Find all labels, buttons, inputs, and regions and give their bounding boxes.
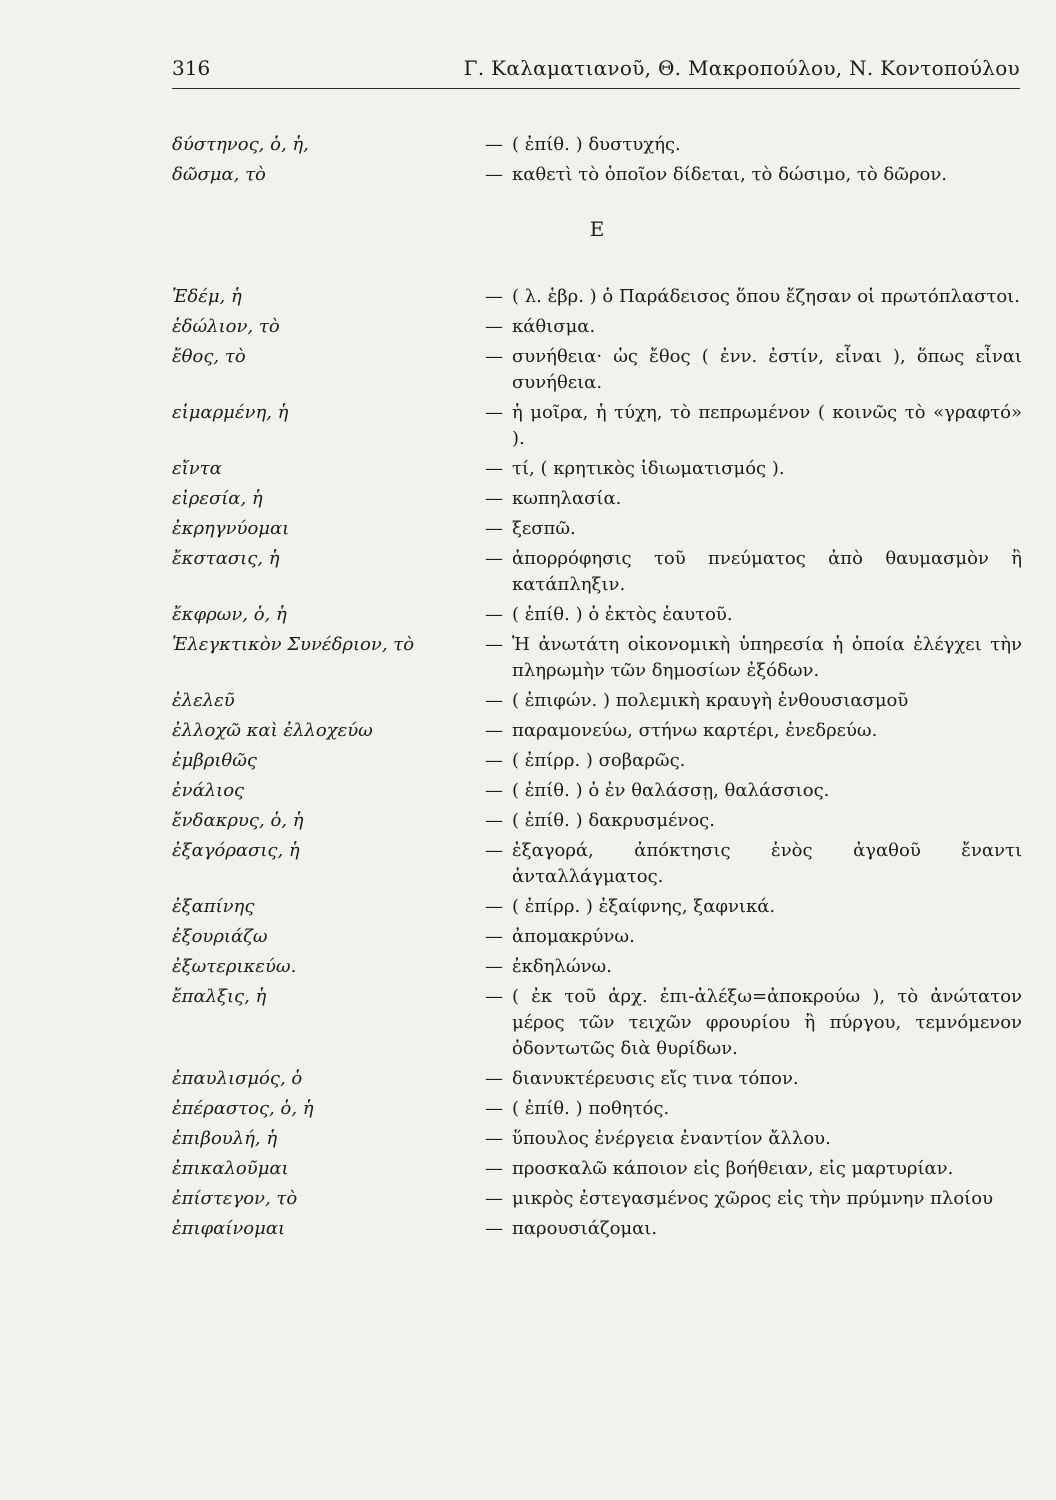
entry-definition: ( ἐπίθ. ) ὁ ἐν θαλάσσῃ, θαλάσσιος. bbox=[512, 780, 830, 801]
running-head: Γ. Καλαματιανοῦ, Θ. Μακροπούλου, Ν. Κοντοπούλου bbox=[463, 56, 1020, 80]
glossary-entry bbox=[172, 688, 1022, 714]
entry-term: ἔκφρων, ὁ, ἡ bbox=[172, 604, 287, 625]
entry-term: ἔκστασις, ἡ bbox=[172, 548, 280, 569]
glossary-entry bbox=[172, 1096, 1022, 1122]
glossary-entry bbox=[172, 456, 1022, 482]
entry-term: ἐπιβουλή, ἡ bbox=[172, 1128, 278, 1149]
entry-definition: παραμονεύω, στήνω καρτέρι, ἐνεδρεύω. bbox=[512, 720, 878, 741]
entry-term: εἰρεσία, ἡ bbox=[172, 488, 263, 509]
entry-term: ἑδώλιον, τὸ bbox=[172, 316, 280, 337]
entry-term: ἐλλοχῶ καὶ ἐλλοχεύω bbox=[172, 720, 373, 741]
entry-definition: ξεσπῶ. bbox=[512, 518, 576, 539]
page-header bbox=[172, 52, 1020, 89]
entry-definition: ἡ μοῖρα, ἡ τύχη, τὸ πεπρωμένον ( κοινῶς τὸ «γραφτό» ). bbox=[512, 402, 1022, 449]
entry-definition: ( ἐπίρρ. ) σοβαρῶς. bbox=[512, 750, 686, 771]
glossary-entry bbox=[172, 894, 1022, 920]
glossary-entry bbox=[172, 748, 1022, 774]
entry-dash: — bbox=[485, 810, 503, 831]
glossary-entry bbox=[172, 546, 1022, 598]
entry-definition: ἀπομακρύνω. bbox=[512, 926, 635, 947]
entry-dash: — bbox=[485, 286, 503, 307]
entry-dash: — bbox=[485, 458, 503, 479]
entry-term: ἐξαπίνης bbox=[172, 896, 255, 917]
entry-term: ἔπαλξις, ἡ bbox=[172, 986, 267, 1007]
entry-definition: κάθισμα. bbox=[512, 316, 596, 337]
entry-definition: κωπηλασία. bbox=[512, 488, 622, 509]
entry-dash: — bbox=[485, 720, 503, 741]
glossary-entry bbox=[172, 984, 1022, 1062]
entry-definition: ( ἐκ τοῦ ἀρχ. ἐπι-ἀλέξω=ἀποκρούω ), τὸ ἀνώτατον μέρος τῶν τειχῶν φρουρίου ἢ πύργου, τεμνόμενον ὀδοντωτῶς διὰ θυρίδων. bbox=[512, 986, 1022, 1059]
entry-dash: — bbox=[485, 750, 503, 771]
entry-definition: μικρὸς ἐστεγασμένος χῶρος εἰς τὴν πρύμνην πλοίου bbox=[512, 1188, 994, 1209]
entry-definition: παρουσιάζομαι. bbox=[512, 1218, 658, 1239]
entry-term: ἐξουριάζω bbox=[172, 926, 268, 947]
entry-term: ἐξωτερικεύω. bbox=[172, 956, 297, 977]
entry-dash: — bbox=[485, 488, 503, 509]
entry-definition: ( ἐπίθ. ) δυστυχής. bbox=[512, 134, 681, 155]
entry-term: ἐπαυλισμός, ὁ bbox=[172, 1068, 303, 1089]
entry-term: ἐξαγόρασις, ἡ bbox=[172, 840, 300, 861]
entry-dash: — bbox=[485, 780, 503, 801]
entry-dash: — bbox=[485, 1068, 503, 1089]
entry-definition: ἐκδηλώνω. bbox=[512, 956, 612, 977]
entry-dash: — bbox=[485, 1218, 503, 1239]
entry-dash: — bbox=[485, 548, 503, 569]
entry-dash: — bbox=[485, 402, 503, 423]
entry-definition: ( ἐπίθ. ) ὁ ἐκτὸς ἑαυτοῦ. bbox=[512, 604, 733, 625]
entry-dash: — bbox=[485, 604, 503, 625]
entry-term: ἐνάλιος bbox=[172, 780, 245, 801]
glossary-entry bbox=[172, 808, 1022, 834]
glossary-entry bbox=[172, 778, 1022, 804]
glossary-entry bbox=[172, 400, 1022, 452]
entry-term: ἔθος, τὸ bbox=[172, 346, 246, 367]
entry-term: δῶσμα, τὸ bbox=[172, 164, 266, 185]
entry-term: ἐπίστεγον, τὸ bbox=[172, 1188, 298, 1209]
entry-term: Ἐλεγκτικὸν Συνέδριον, τὸ bbox=[172, 634, 415, 655]
entry-dash: — bbox=[485, 134, 503, 155]
entry-definition: ὕπουλος ἐνέργεια ἐναντίον ἄλλου. bbox=[512, 1128, 831, 1149]
entry-dash: — bbox=[485, 926, 503, 947]
entry-dash: — bbox=[485, 518, 503, 539]
entry-dash: — bbox=[485, 346, 503, 367]
entry-dash: — bbox=[485, 1188, 503, 1209]
entry-definition: ( λ. ἑβρ. ) ὁ Παράδεισος ὅπου ἔζησαν οἱ πρωτόπλαστοι. bbox=[512, 286, 1020, 307]
glossary-entry bbox=[172, 344, 1022, 396]
glossary-entry bbox=[172, 1126, 1022, 1152]
entry-definition: προσκαλῶ κάποιον εἰς βοήθειαν, εἰς μαρτυρίαν. bbox=[512, 1158, 954, 1179]
entry-definition: τί, ( κρητικὸς ἰδιωματισμός ). bbox=[512, 458, 785, 479]
glossary-entry bbox=[172, 314, 1022, 340]
entry-definition: ( ἐπιφών. ) πολεμικὴ κραυγὴ ἐνθουσιασμοῦ bbox=[512, 690, 909, 711]
glossary-entry bbox=[172, 1066, 1022, 1092]
glossary-entry bbox=[172, 954, 1022, 980]
entry-definition: ἐξαγορά, ἀπόκτησις ἑνὸς ἀγαθοῦ ἔναντι ἀνταλλάγματος. bbox=[512, 840, 1022, 887]
entry-definition: διανυκτέρευσις εἴς τινα τόπον. bbox=[512, 1068, 799, 1089]
entry-dash: — bbox=[485, 1128, 503, 1149]
glossary-entry bbox=[172, 1216, 1022, 1242]
entry-definition: ( ἐπίθ. ) δακρυσμένος. bbox=[512, 810, 715, 831]
glossary-entry bbox=[172, 486, 1022, 512]
entry-dash: — bbox=[485, 164, 503, 185]
entry-definition: ( ἐπίρρ. ) ἐξαίφνης, ξαφνικά. bbox=[512, 896, 776, 917]
glossary-entries bbox=[172, 132, 1022, 1246]
entry-definition: καθετὶ τὸ ὁποῖον δίδεται, τὸ δώσιμο, τὸ δῶρον. bbox=[512, 164, 948, 185]
glossary-entry bbox=[172, 924, 1022, 950]
glossary-entry bbox=[172, 1156, 1022, 1182]
glossary-entry bbox=[172, 516, 1022, 542]
entry-dash: — bbox=[485, 840, 503, 861]
entry-dash: — bbox=[485, 956, 503, 977]
entry-term: ἐπέραστος, ὁ, ἡ bbox=[172, 1098, 314, 1119]
entry-dash: — bbox=[485, 1158, 503, 1179]
glossary-entry bbox=[172, 284, 1022, 310]
glossary-entry bbox=[172, 132, 1022, 158]
entry-definition: ἀπορρόφησις τοῦ πνεύματος ἀπὸ θαυμασμὸν ἢ κατάπληξιν. bbox=[512, 548, 1022, 595]
entry-dash: — bbox=[485, 316, 503, 337]
entry-dash: — bbox=[485, 986, 503, 1007]
entry-definition: Ἡ ἀνωτάτη οἰκονομικὴ ὑπηρεσία ἡ ὁποία ἐλέγχει τὴν πληρωμὴν τῶν δημοσίων ἐξόδων. bbox=[512, 634, 1022, 681]
page-number: 316 bbox=[172, 56, 211, 80]
entry-definition: ( ἐπίθ. ) ποθητός. bbox=[512, 1098, 670, 1119]
entry-term: εἴντα bbox=[172, 458, 222, 479]
entry-term: Ἐδέμ, ἡ bbox=[172, 286, 242, 307]
entry-dash: — bbox=[485, 1098, 503, 1119]
entry-term: δύστηνος, ὁ, ἡ, bbox=[172, 134, 309, 155]
entry-term: ἐκρηγνύομαι bbox=[172, 518, 290, 539]
entry-dash: — bbox=[485, 690, 503, 711]
glossary-entry bbox=[172, 602, 1022, 628]
entry-dash: — bbox=[485, 896, 503, 917]
entry-term: ἔνδακρυς, ὁ, ἡ bbox=[172, 810, 304, 831]
entry-dash: — bbox=[485, 634, 503, 655]
entry-term: εἱμαρμένη, ἡ bbox=[172, 402, 289, 423]
entry-term: ἐμβριθῶς bbox=[172, 750, 257, 771]
glossary-entry bbox=[172, 632, 1022, 684]
section-letter: Ε bbox=[589, 217, 605, 241]
glossary-entry bbox=[172, 162, 1022, 188]
glossary-entry bbox=[172, 1186, 1022, 1212]
entry-definition: συνήθεια· ὡς ἔθος ( ἐνν. ἐστίν, εἶναι ), ὅπως εἶναι συνήθεια. bbox=[512, 346, 1022, 393]
glossary-entry bbox=[172, 718, 1022, 744]
glossary-entry bbox=[172, 838, 1022, 890]
entry-term: ἐπικαλοῦμαι bbox=[172, 1158, 289, 1179]
entry-term: ἐλελεῦ bbox=[172, 690, 235, 711]
entry-term: ἐπιφαίνομαι bbox=[172, 1218, 286, 1239]
